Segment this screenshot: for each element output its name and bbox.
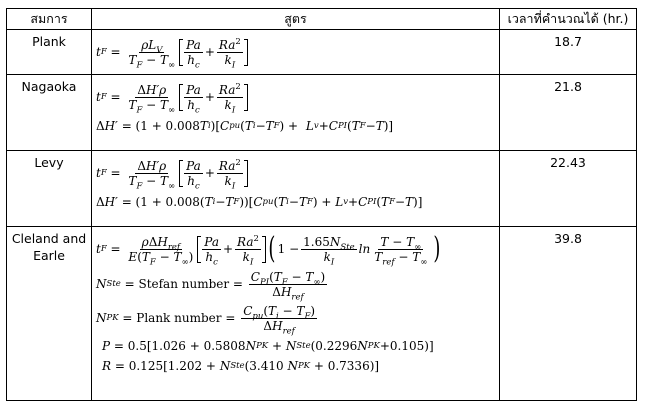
time-value: 18.7 (500, 30, 637, 75)
header-equation: สมการ (7, 9, 92, 30)
equation-name: Levy (7, 151, 92, 227)
table-header-row (7, 9, 637, 30)
time-value: 39.8 (500, 227, 637, 401)
equation-name: Nagaoka (7, 75, 92, 151)
stefan-label: Stefan number (138, 277, 230, 291)
plank-label: Plank number (136, 311, 222, 325)
formula-levy: t F = $\frac{\Delta H'\rho}{T_F - T_\infty}$ $\frac{Pa}{h_c}$ + $\frac{Ra^2}{k_I}$ Δ H′ = (1 + 0.008( T i − T F ))[ C pu ( T i − T F ) + L v + C PI ( T F − T )] (92, 151, 500, 227)
formula-cleland-earle: t F = $\frac{\rho\Delta H_{ref}}{E(T_F - T_\infty)}$ $\frac{Pa}{h_c}$ + $\frac{Ra^2}{k_I}$ ( 1 − $\frac{1.65N_{Ste}}{k_I}$ ln $\frac{T - T_\infty}{T_{ref} - T_\infty}$ ) N Ste = Stefan number = $\frac{C_{PI}(T_F - T_\infty)}{\Delta H_{ref}}$ N PK = Plank number = $\frac{C_{pu}(T_i - T_F)}{\Delta H_{ref}}$ P = 0.5[1.026 + 0.5808 N PK + N Ste (0.2296 N PK +0.105)] R = 0.125[1.202 + N Ste (3.410 N PK + 0.7336)] (92, 227, 500, 401)
equation-name: Cleland and Earle (7, 227, 92, 401)
freezing-time-table (6, 8, 637, 401)
table-row (7, 151, 637, 227)
table-row (7, 75, 637, 151)
equation-name: Plank (7, 30, 92, 75)
table-row (7, 30, 637, 75)
time-value: 22.43 (500, 151, 637, 227)
formula-plank: t F = $\frac{\rho L_V}{T_F - T_\infty}$ $\frac{Pa}{h_c}$ + $\frac{Ra^2}{k_I}$ (92, 30, 500, 75)
header-formula: สูตร (92, 9, 500, 30)
header-time: เวลาที่คำนวณได้ (hr.) (500, 9, 637, 30)
table-row (7, 227, 637, 401)
formula-nagaoka: t F = $\frac{\Delta H'\rho}{T_F - T_\infty}$ $\frac{Pa}{h_c}$ + $\frac{Ra^2}{k_I}$ Δ H′ = (1 + 0.008 T i )[ C pu ( T i − T F ) + L v + C PI ( T F − T )] (92, 75, 500, 151)
time-value: 21.8 (500, 75, 637, 151)
